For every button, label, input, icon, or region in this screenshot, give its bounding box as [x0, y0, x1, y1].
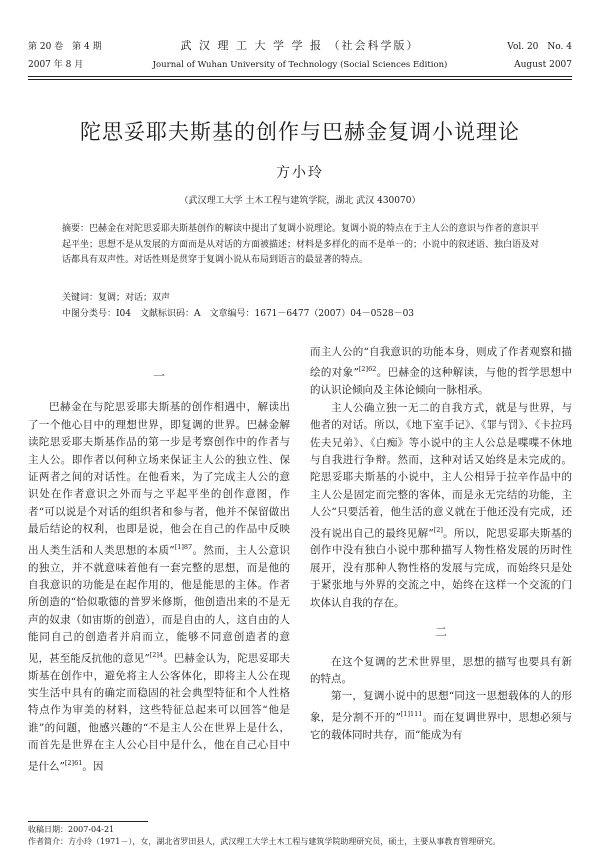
journal-title-en: Journal of Wuhan University of Technology (Social Sciences Edition) [152, 60, 448, 70]
citation: [1]87 [174, 542, 193, 551]
body-text: 第一，复调小说中的思想“同这一思想载体的人的形象，是分割不开的” [310, 690, 572, 724]
abstract [62, 222, 540, 269]
body-text: 。而在复调世界中，思想必须与它的载体同时共存，而“能成为有 [310, 711, 572, 741]
body-text: 。因 [82, 760, 104, 773]
author-affiliation: （武汉理工大学 土木工程与建筑学院，湖北 武汉 430070） [179, 196, 421, 206]
body-paragraph-1 [28, 399, 290, 775]
citation: [2]62 [358, 365, 377, 374]
body-paragraph-2 [310, 400, 572, 612]
body-text: 。所以，陀思妥耶夫斯基的创作中没有独白小说中那种描写人物性格发展的历时性展开，没有那种人物性格的发展与完成，而始终只是处于紧张地与外界的交流之中，始终在这样一个交流的门坎体认自我的存在。 [310, 527, 573, 609]
issue-date-en: August 2007 [514, 60, 572, 70]
citation: [2]4 [149, 650, 164, 659]
header-rule-bottom [28, 79, 572, 80]
section-2-heading: 二 [434, 625, 447, 640]
header-rule-top [28, 76, 572, 77]
keywords: 关键词：复调；对话；双声 [62, 293, 171, 303]
article-title: 陀思妥耶夫斯基的创作与巴赫金复调小说理论 [80, 120, 520, 144]
footnote-rule [28, 821, 148, 822]
citation: [2]61 [64, 758, 83, 767]
citation: [2] [433, 525, 443, 534]
issue-date: 2007 年 8 月 [28, 60, 84, 70]
author-bio: 作者简介：方小玲（1971－），女，湖北省罗田县人，武汉理工大学土木工程与建筑学院助理研究员，硕士，主要从事教育管理研究。 [28, 837, 501, 846]
received-date: 收稿日期：2007-04-21 [28, 825, 115, 834]
body-text: 而主人公的“自我意识的功能本身，则成了作者观察和描绘的对象” [310, 346, 572, 379]
body-text: 。然而，主人公意识的独立，并不就意味着他有一套完整的思想，而是他的自我意识的功能是在起作用的，他是能思的主体。作者所创造的“恰似歌德的普罗米修斯，他创造出来的不是无声的奴隶（如宙斯的创造），而是自由的人，这自由的人能同自己的创造者并肩而立，能够不同意创造者的意见，甚至能反抗他的意见” [28, 544, 291, 665]
body-text: 主人公确立独一无二的自我方式，就是与世界，与他者的对话。所以，《地下室手记》、《罪与罚》、《卡拉玛佐夫兄弟》、《白痴》等小说中的主人公总是喋喋不休地与自我进行争辩。然而，这种对话又始终是未完成的。陀思妥耶夫斯基的小说中，主人公相异于拉辛作品中的主人公是固定而完整的客体，而是永无完结的功能，主人公“只要活着，他生活的意义就在于他还没有完成，还没有说出自己的最终见解” [310, 401, 572, 540]
body-text: 。巴赫金的这种解读，与他的哲学思想中的认识论倾向及主体论倾向一脉相承。 [310, 366, 573, 397]
section-1-heading: 一 [152, 369, 165, 383]
right-column [310, 344, 572, 744]
abstract-label: 摘要： [62, 224, 90, 234]
body-paragraph-4 [310, 688, 572, 744]
left-column [28, 368, 290, 775]
abstract-text: 巴赫金在对陀思妥耶夫斯基创作的解读中提出了复调小说理论。复调小说的特点在于主人公的意识与作者的意识平起平坐；思想不是从发展的方面而是从对话的方面被描述；材料是多样化的而不是单一的；小说中的叙述语、独白语及对话都具有双声性。对话性则是贯穿于复调小说从布局到语言的最显著的特点。 [62, 224, 540, 265]
body-text: 巴赫金在与陀思妥耶夫斯基的创作相遇中，解读出了一个他心目中的理想世界，即复调的世界。巴赫金解读陀思妥耶夫斯基作品的第一步是考察创作中的作者与主人公。即作者以何种立场来保证主人公的独立性、保证两者之间的对话性。在他看来，为了完成主人公的意识处在作者意识之外而与之平起平坐的创作意图，作者“可以说是个对话的组织者和参与者，他并不保留做出最后结论的权利，也即是说，他会在自己的作品中反映出人类生活和人类思想的本质” [28, 401, 290, 557]
citation: [1]111 [400, 709, 423, 718]
body-text: 。巴赫金认为，陀思妥耶夫斯基在创作中，避免将主人公客体化，即将主人公在现实生活中具有的确定而稳固的社会典型特征和个人性格特点作为审美的材料，这些特征总起来可以回答“他是谁”的问题，他感兴趣的“不是主人公在世界上是什么，而首先是世界在主人公心目中是什么，他在自己心目中是什么” [28, 652, 291, 773]
body-paragraph-3: 在这个复调的艺术世界里，思想的描写也要具有新的特点。 [310, 655, 572, 685]
journal-title-cn: 武 汉 理 工 大 学 学 报 （社会科学版） [180, 39, 420, 52]
volume-issue: 第 20 卷 第 4 期 [28, 42, 102, 52]
volume-issue-en: Vol. 20 No. 4 [507, 42, 572, 52]
classification-info: 中图分类号：I04 文献标识码：A 文章编号：1671－6477（2007）04－0528－03 [62, 309, 415, 319]
body-paragraph-continued [310, 344, 572, 400]
article-author: 方小玲 [276, 165, 324, 181]
